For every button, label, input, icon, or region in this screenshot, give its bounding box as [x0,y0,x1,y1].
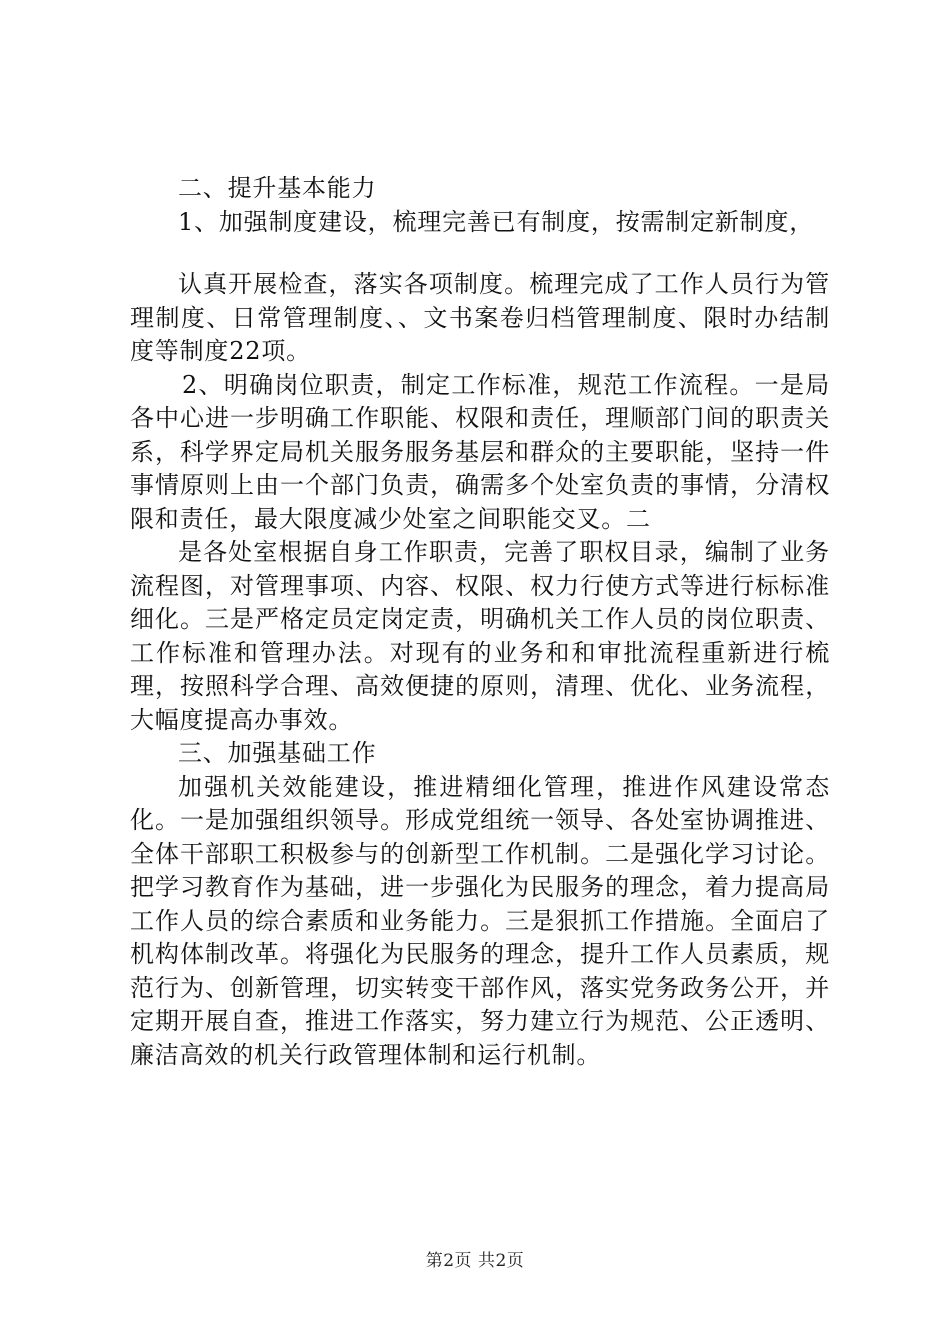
paragraph-3: 加强机关效能建设，推进精细化管理，推进作风建设常态化。一是加强组织领导。形成党组统一领导、各处室协调推进、全体干部职工积极参与的创新型工作机制。二是强化学习讨论。把学习教育作为基础，进一步强化为民服务的理念，着力提高局工作人员的综合素质和业务能力。三是狠抓工作措施。全面启了机构体制改革。将强化为民服务的理念，提升工作人员素质，规范行为、创新管理，切实转变干部作风，落实党务政务公开，并定期开展自查，推进工作落实，努力建立行为规范、公正透明、廉洁高效的机关行政管理体制和运行机制。 [130,772,830,1069]
paragraph-1: 认真开展检查，落实各项制度。梳理完成了工作人员行为管理制度、日常管理制度、、文书案卷归档管理制度、限时办结制度等制度22项。 [130,270,830,365]
section-top [130,172,830,239]
paragraph-2: 是各处室根据自身工作职责，完善了职权目录，编制了业务流程图，对管理事项、内容、权限、权力行使方式等进行标标准细化。三是严格定员定岗定责，明确机关工作人员的岗位职责、工作标准和管理办法。对现有的业务和和审批流程重新进行梳理，按照科学合理、高效便捷的原则，清理、优化、业务流程，大幅度提高办事效。 [130,538,830,734]
section-heading-2: 二、提升基本能力 [178,174,377,202]
section-body [130,268,830,1072]
page-footer: 第2页 共2页 [425,1251,525,1271]
list-item-1: 1、加强制度建设，梳理完善已有制度，按需制定新制度， [178,207,815,236]
list-item-2: 2、明确岗位职责，制定工作标准，规范工作流程。一是局各中心进一步明确工作职能、权限和责任，理顺部门间的职责关系，科学界定局机关服务服务基层和群众的主要职能，坚持一件事情原则上由一个部门负责，确需多个处室负责的事情，分清权限和责任，最大限度减少处室之间职能交叉。二 [130,370,830,533]
section-heading-3: 三、加强基础工作 [178,739,377,767]
